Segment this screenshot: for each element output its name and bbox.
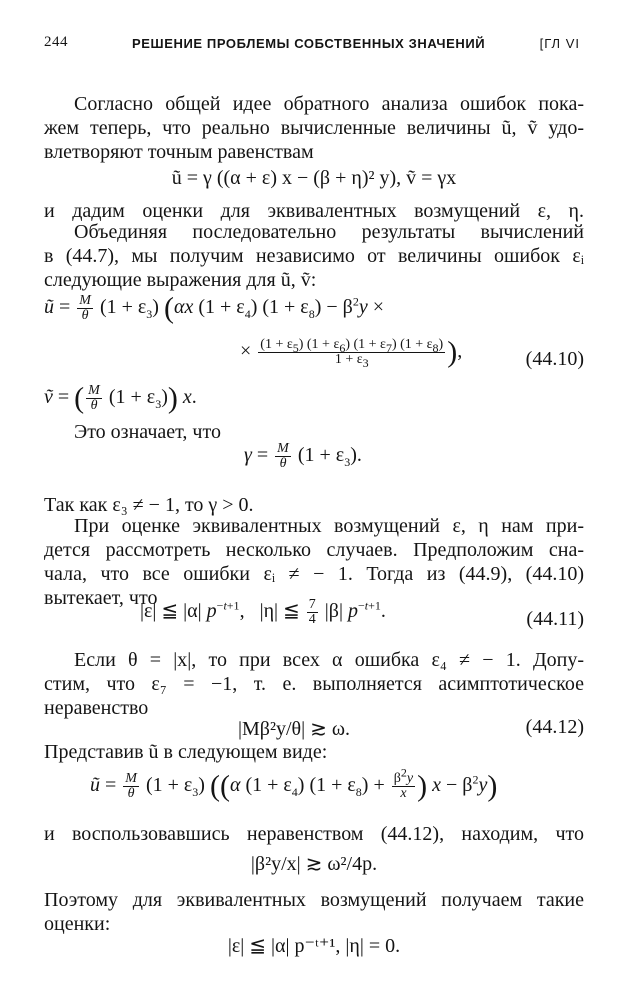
- equation-44-10-line3: ṽ = ( $\frac{M}{\theta}$ $(1 + \varepsilon_3)$) x.: [44, 381, 197, 415]
- equation: |ε| ≦ |α| p⁻ᵗ⁺¹, |η| = 0.: [227, 935, 401, 957]
- page-number: 244: [44, 34, 68, 50]
- text-line: Так как ε₃ ≠ − 1, то γ > 0.: [44, 494, 254, 516]
- text-line: Объединяя последовательно результаты вычислений: [74, 221, 584, 243]
- text-line: При оценке эквивалентных возмущений ε, η нам при-: [74, 515, 584, 537]
- equation-number: (44.10): [525, 348, 584, 370]
- page-header: [44, 34, 580, 56]
- text-line: чала, что все ошибки εᵢ ≠ − 1. Тогда из (44.9), (44.10): [44, 563, 584, 585]
- equation-gamma: γ = $\frac{M}{\theta}$ $(1 + \varepsilon_3)$.: [244, 441, 362, 471]
- text-line: оценки:: [44, 913, 111, 935]
- equation-number: (44.11): [526, 608, 584, 630]
- text-line: следующие выражения для ũ, ṽ:: [44, 269, 317, 291]
- text-line: стим, что ε₇ = −1, т. е. выполняется асимптотическое: [44, 673, 584, 695]
- text-line: вытекает, что: [44, 587, 158, 609]
- text-line: неравенство: [44, 697, 149, 719]
- text-line: влетворяют точным равенствам: [44, 141, 314, 163]
- equation-u-tilde: ũ = $\frac{M}{\theta}$ $(1 + \varepsilon_3)$ ((α $(1 + \varepsilon_4)$ $(1 + \varepsilon_8)$ + $\frac{\beta^2y}{x}$ ) $x - \beta^2y$): [90, 765, 498, 803]
- equation: |β²y/x| ≳ ω²/4p.: [250, 853, 378, 875]
- text-line: Если θ = |x|, то при всех α ошибка ε₄ ≠ − 1. Допу-: [74, 649, 584, 671]
- equation: ũ = γ ((α + ε) x − (β + η)² y), ṽ = γx: [171, 167, 457, 189]
- equation-number: (44.12): [525, 716, 584, 738]
- text-line: дется рассмотреть несколько случаев. Предположим сна-: [44, 539, 584, 561]
- text-line: Согласно общей идее обратного анализа ошибок пока-: [74, 93, 584, 115]
- equation-44-10-line2: × $\frac{(1 + \varepsilon_5) (1 + \varepsilon_6) (1 + \varepsilon_7) (1 + \varepsilon_8)}{1 + \varepsilon_3}$ ), (44.10): [240, 335, 584, 370]
- text-line: и воспользовавшись неравенством (44.12), находим, что: [44, 823, 584, 845]
- text-line: жем теперь, что реально вычисленные величины ũ, ṽ удо-: [44, 117, 584, 139]
- text-line: Это означает, что: [74, 421, 221, 443]
- text-line: и дадим оценки для эквивалентных возмущений ε, η.: [44, 200, 584, 222]
- text-line: Поэтому для эквивалентных возмущений получаем такие: [44, 889, 584, 911]
- running-title: РЕШЕНИЕ ПРОБЛЕМЫ СОБСТВЕННЫХ ЗНАЧЕНИЙ: [132, 36, 486, 51]
- text-line: Представив ũ в следующем виде:: [44, 741, 328, 763]
- text-line: в (44.7), мы получим независимо от величины ошибок εᵢ: [44, 245, 584, 267]
- equation-44-10-line1: ũ = $\frac{M}{\theta}$ $(1 + \varepsilon_3)$ (αx $(1 + \varepsilon_4)$ $(1 + \varepsilon_8) - \beta^2y$ ×: [44, 291, 384, 325]
- equation-44-11: |ε| ≦ |α| $p^{-t+1}$, |η| ≦ $\frac{7}{4}$ |β| $p^{-t+1}$. (44.11): [140, 597, 584, 630]
- equation-body: |Mβ²y/θ| ≳ ω.: [238, 718, 351, 740]
- chapter-label: [ГЛ VI: [539, 36, 580, 51]
